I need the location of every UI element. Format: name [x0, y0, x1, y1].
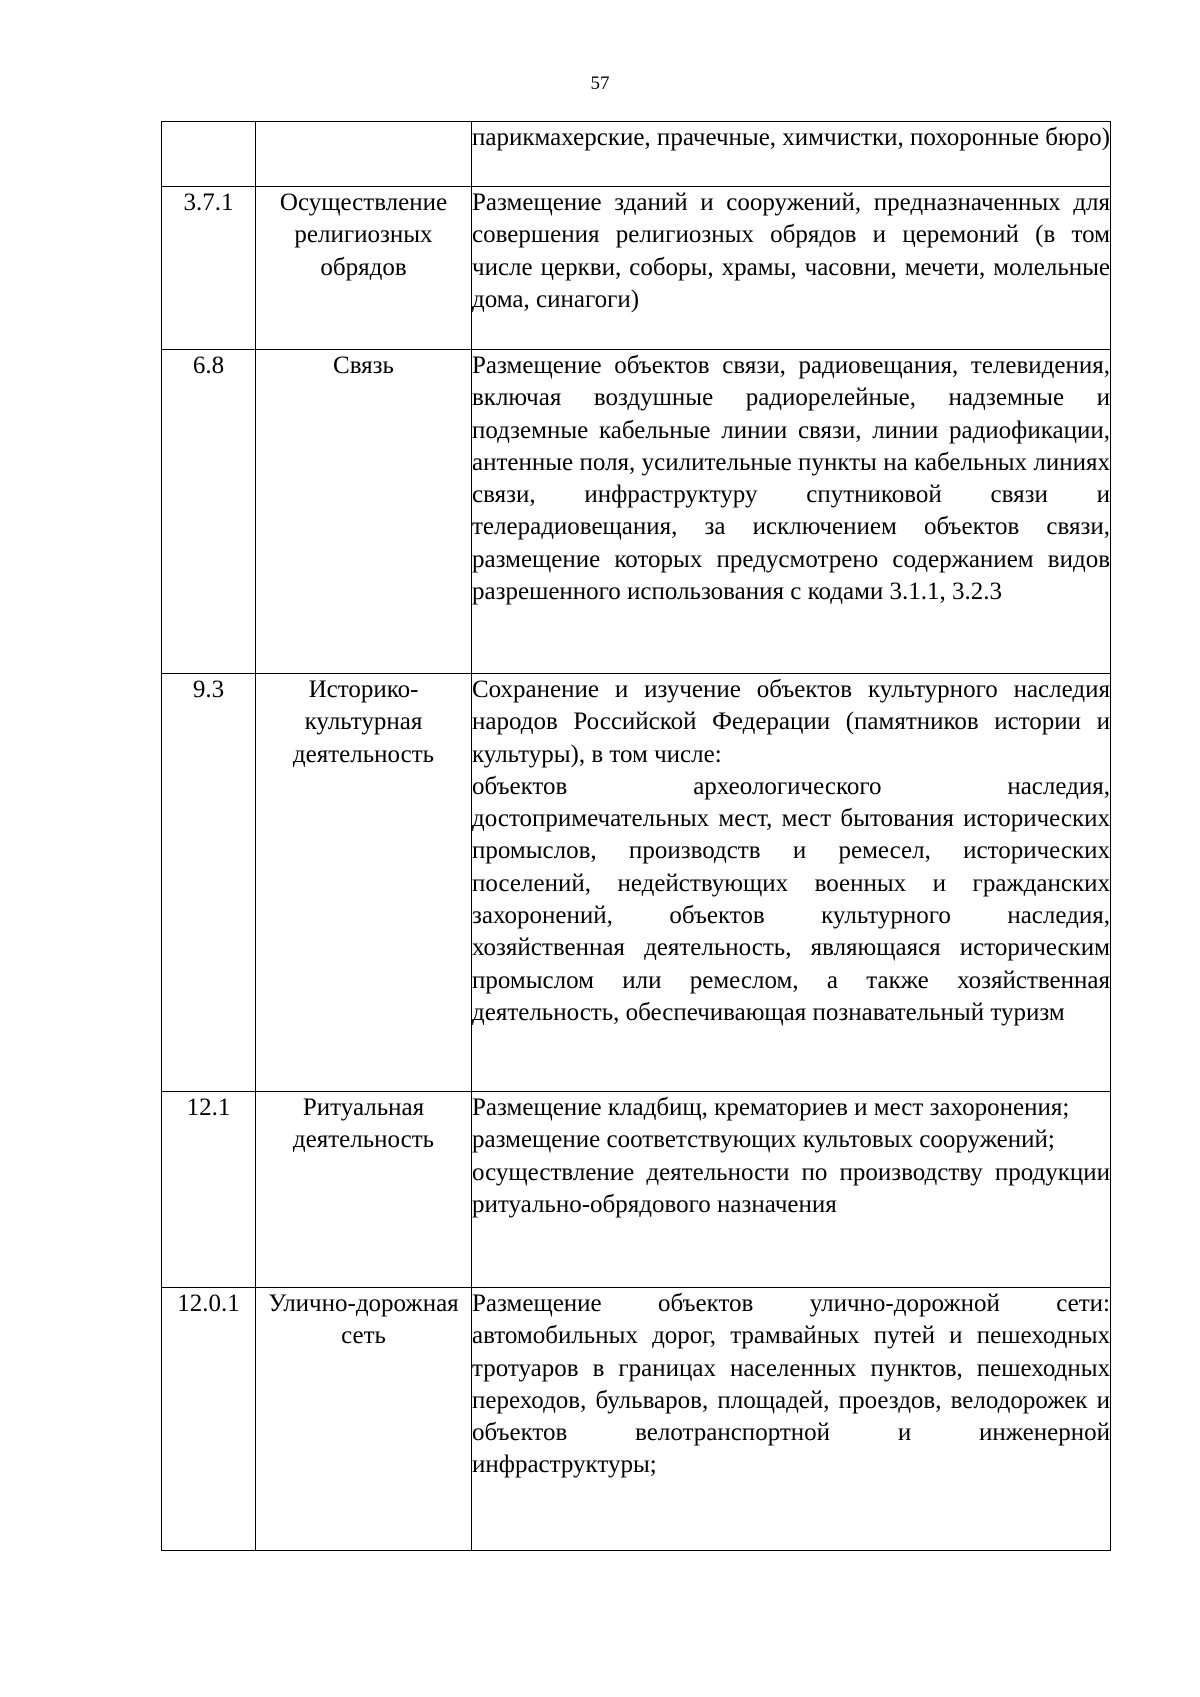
- row-description: [472, 1092, 1111, 1288]
- description-paragraph: Размещение кладбищ, крематориев и мест захоронения;: [472, 1094, 1070, 1121]
- table-row: [162, 350, 1111, 674]
- row-code: 9.3: [162, 674, 256, 1092]
- row-name: Улично-дорожная сеть: [256, 1288, 472, 1551]
- description-paragraph: Размещение объектов связи, радиовещания, телевидения, включая воздушные радиорелейные, надземные и подземные кабельные линии связи, линии радиофикации, антенные поля, усилительные пункты на кабельных линиях связи, инфраструктуру спутниковой связи и телерадиовещания, за исключением объектов связи, размещение которых предусмотрено содержанием видов разрешенного использования с кодами 3.1.1, 3.2.3: [472, 352, 1110, 606]
- row-description: [472, 187, 1111, 350]
- description-paragraph: Размещение зданий и сооружений, предназначенных для совершения религиозных обрядов и церемоний (в том числе церкви, соборы, храмы, часовни, мечети, молельные дома, синагоги): [472, 189, 1110, 313]
- row-code: 6.8: [162, 350, 256, 674]
- description-paragraph: Размещение объектов улично-дорожной сети: автомобильных дорог, трамвайных путей и пешеходных тротуаров в границах населенных пунктов, пешеходных переходов, бульваров, площадей, проездов, велодорожек и объектов велотранспортной и инженерной инфраструктуры;: [472, 1290, 1110, 1479]
- description-paragraph: осуществление деятельности по производству продукции ритуально-обрядового назначения: [472, 1158, 1110, 1218]
- row-code: 12.1: [162, 1092, 256, 1288]
- row-name: Осуществление религиозных обрядов: [256, 187, 472, 350]
- row-description: [472, 350, 1111, 674]
- row-name: [256, 122, 472, 187]
- row-description: [472, 674, 1111, 1092]
- row-code: [162, 122, 256, 187]
- row-description: [472, 122, 1111, 187]
- description-paragraph: размещение соответствующих культовых сооружений;: [472, 1126, 1055, 1154]
- description-paragraph: Сохранение и изучение объектов культурного наследия народов Российской Федерации (памятников истории и культуры), в том числе:: [472, 676, 1110, 768]
- description-paragraph: объектов археологического наследия, достопримечательных мест, мест бытования исторических промыслов, производств и ремесел, исторических поселений, недействующих военных и гражданских захоронений, объектов культурного наследия, хозяйственная деятельность, являющаяся историческим промыслом или ремеслом, а также хозяйственная деятельность, обеспечивающая познавательный туризм: [472, 772, 1110, 1026]
- table-row: [162, 122, 1111, 187]
- page-number: 57: [590, 73, 610, 94]
- row-name: Ритуальная деятельность: [256, 1092, 472, 1288]
- row-name: Связь: [256, 350, 472, 674]
- row-name: Историко-культурная деятельность: [256, 674, 472, 1092]
- table-row: [162, 187, 1111, 350]
- land-use-table: [161, 121, 1111, 1551]
- row-description: [472, 1288, 1111, 1551]
- table-row: [162, 674, 1111, 1092]
- table-row: [162, 1288, 1111, 1551]
- row-code: 3.7.1: [162, 187, 256, 350]
- description-paragraph: парикмахерские, прачечные, химчистки, похоронные бюро): [472, 124, 1110, 151]
- row-code: 12.0.1: [162, 1288, 256, 1551]
- table-row: [162, 1092, 1111, 1288]
